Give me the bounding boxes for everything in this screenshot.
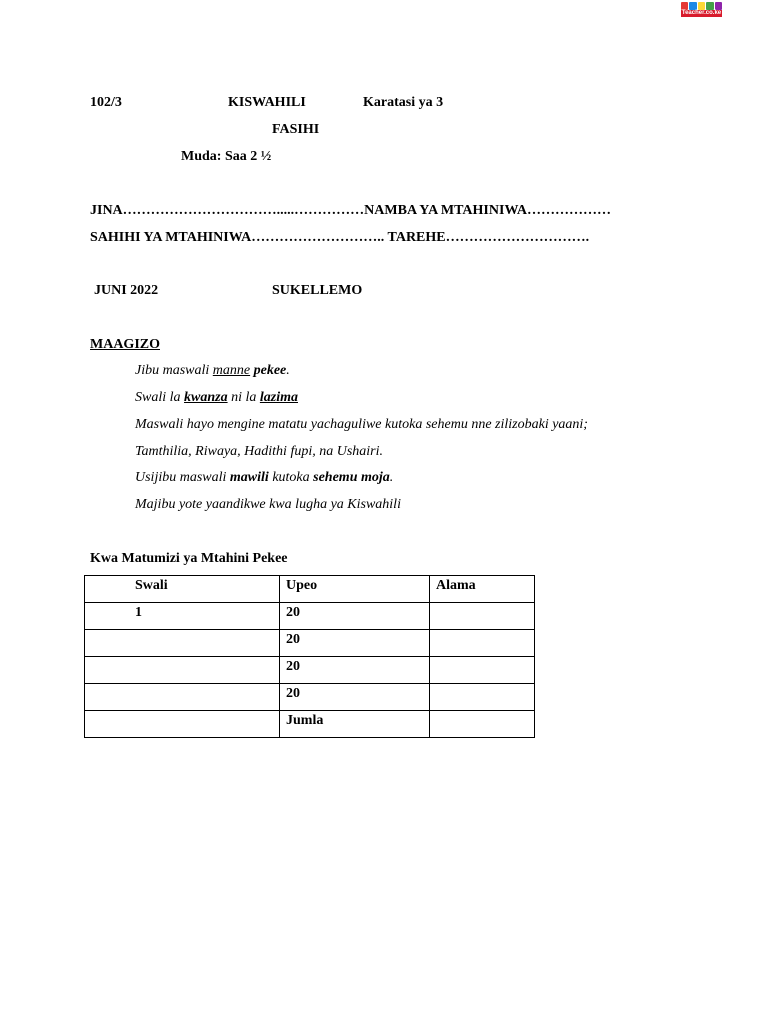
- table-total-row: [85, 711, 535, 738]
- cell-upeo: 20: [280, 603, 430, 630]
- table-row: [85, 657, 535, 684]
- cell-total-alama: [430, 711, 535, 738]
- cell-swali: 1: [85, 603, 280, 630]
- paper-number: Karatasi ya 3: [363, 95, 444, 110]
- cell-upeo: 20: [280, 684, 430, 711]
- cell-total-label: Jumla: [280, 711, 430, 738]
- cell-upeo: 20: [280, 657, 430, 684]
- instruction-line-1: Jibu maswali manne pekee.: [135, 363, 290, 378]
- cell-swali: [85, 684, 280, 711]
- header-swali: Swali: [85, 576, 280, 603]
- instructions-heading: MAAGIZO: [90, 337, 160, 352]
- cell-swali: [85, 657, 280, 684]
- table-row: [85, 684, 535, 711]
- instruction-line-4: Tamthilia, Riwaya, Hadithi fupi, na Ushairi.: [135, 444, 384, 459]
- candidate-name-line: JINA…………………………….....……………NAMBA YA MTAHINIWA………………: [90, 203, 612, 218]
- instruction-line-5: Usijibu maswali mawili kutoka sehemu moja.: [135, 470, 394, 485]
- exam-duration: Muda: Saa 2 ½: [181, 149, 272, 164]
- cell-upeo: 20: [280, 630, 430, 657]
- logo-color-blocks: [681, 2, 722, 10]
- instruction-line-2: Swali la kwanza ni la lazima: [135, 390, 298, 405]
- header-alama: Alama: [430, 576, 535, 603]
- examiner-marks-table: [84, 575, 535, 738]
- paper-topic: FASIHI: [272, 122, 320, 137]
- exam-date: JUNI 2022: [94, 283, 159, 298]
- cell-alama: [430, 684, 535, 711]
- instruction-line-3: Maswali hayo mengine matatu yachaguliwe kutoka sehemu nne zilizobaki yaani;: [135, 417, 588, 432]
- table-row: [85, 603, 535, 630]
- table-header-row: [85, 576, 535, 603]
- logo-wordmark: Teacher.co.ke: [681, 10, 722, 16]
- cell-swali: [85, 711, 280, 738]
- teacher-co-ke-logo: [681, 2, 722, 17]
- paper-code: 102/3: [90, 95, 122, 110]
- exam-series: SUKELLEMO: [272, 283, 363, 298]
- cell-alama: [430, 603, 535, 630]
- cell-alama: [430, 630, 535, 657]
- header-upeo: Upeo: [280, 576, 430, 603]
- examiner-table-title: Kwa Matumizi ya Mtahini Pekee: [90, 551, 288, 566]
- table-row: [85, 630, 535, 657]
- cell-alama: [430, 657, 535, 684]
- subject-title: KISWAHILI: [228, 95, 306, 110]
- candidate-signature-line: SAHIHI YA MTAHINIWA……………………….. TAREHE………………………….: [90, 230, 590, 245]
- instruction-line-6: Majibu yote yaandikwe kwa lugha ya Kiswahili: [135, 497, 401, 512]
- cell-swali: [85, 630, 280, 657]
